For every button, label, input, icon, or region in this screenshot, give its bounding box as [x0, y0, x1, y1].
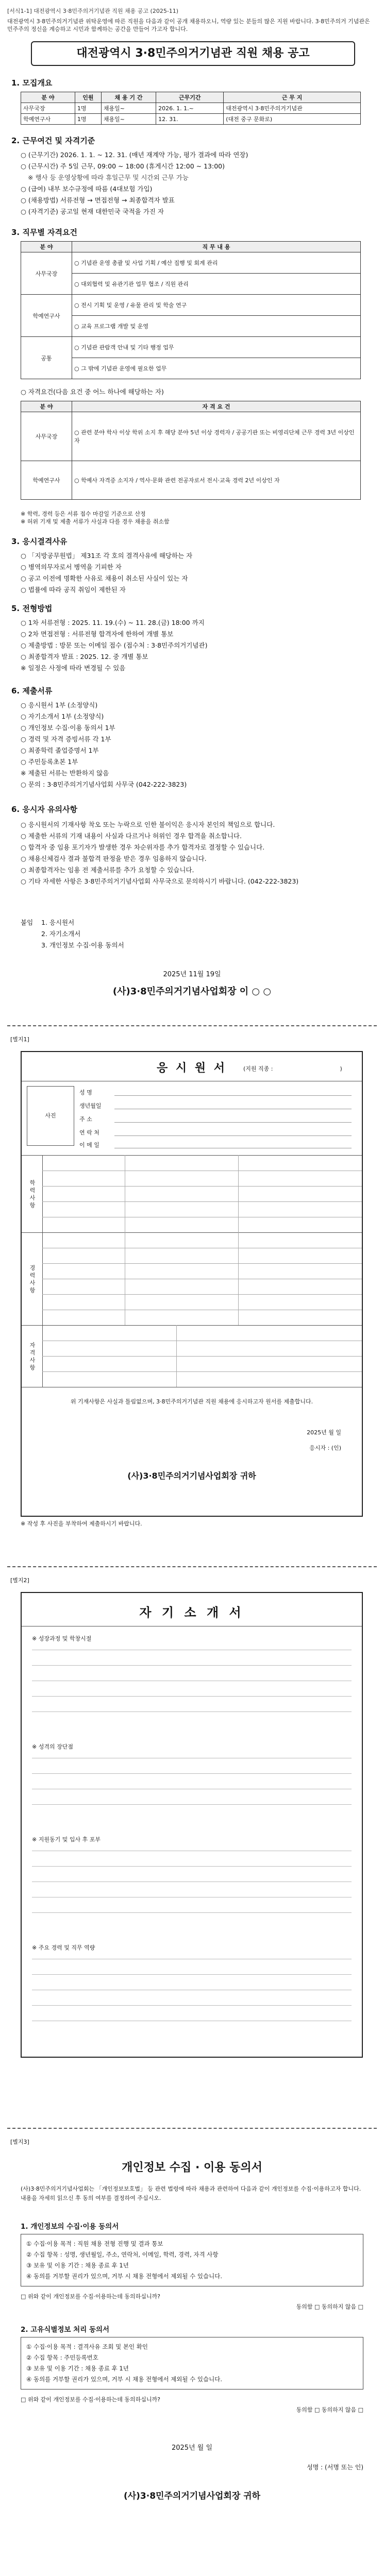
form3-s1-box [21, 2234, 363, 2286]
attachments: 붙임 1. 응시원서 2. 자기소개서 3. 개인정보 수집·이용 동의서 [21, 917, 371, 951]
form3-footer: (사)3·8민주의거기념사업회장 귀하 [123, 2491, 261, 2501]
form3-tag: [별지3] [10, 2139, 29, 2145]
cert-title: 자 격 사 항 [22, 1325, 43, 1387]
page-divider [7, 1566, 377, 1567]
list-item: ① 수집·이용 목적 : 직원 채용 전형 진행 및 결과 통보 [26, 2240, 163, 2247]
list-item: ○ (자격기준) 공고일 현재 대한민국 국적을 가진 자 [21, 208, 164, 215]
section-5-title: 5. 전형방법 [11, 604, 53, 613]
section-1-title: 1. 모집개요 [11, 78, 53, 88]
agree-question-2: □ 위와 같이 개인정보를 수집·이용하는데 동의하십니까? [21, 2396, 160, 2403]
form3-s2-title: 2. 고유식별정보 처리 동의서 [21, 2326, 110, 2334]
table-row: ○ 교육 프로그램 개발 및 운영 [21, 316, 361, 337]
list-item: ④ 동의를 거부할 권리가 있으며, 거부 시 채용 전형에서 제외될 수 있습니다. [26, 2376, 222, 2383]
form3-s2-box [21, 2337, 363, 2389]
list-item: ○ 문의 : 3·8민주의거기념사업회 사무국 (042-222-3823) [21, 781, 187, 788]
table-row: 사무국장 1명 채용일~ 2026. 1. 1.~ 대전광역시 3·8민주의거기념관 [21, 103, 361, 114]
list-item: ② 수집 항목 : 성명, 생년월일, 주소, 연락처, 이메일, 학력, 경력, 자격 사항 [26, 2251, 219, 2258]
form3-s1-title: 1. 개인정보의 수집·이용 동의서 [21, 2223, 119, 2231]
date-line: 2025년 11월 19일 [163, 971, 221, 978]
qual-title: ○ 자격요건(다음 요건 중 어느 하나에 해당하는 자) [21, 388, 164, 396]
form3-date: 2025년 월 일 [171, 2444, 213, 2452]
list-item: ○ 공고 이전에 명확한 사유로 채용이 취소된 사실이 있는 자 [21, 574, 188, 582]
recruit-table [21, 92, 361, 125]
address-field[interactable] [114, 1122, 352, 1123]
list-item: ○ 경력 및 자격 증빙서류 각 1부 [21, 735, 111, 743]
list-item: ○ 응시원서 1부 (소정양식) [21, 701, 98, 709]
form1-title: 응 시 원 서 [157, 1062, 227, 1075]
table-row: 학예연구사 1명 채용일~ 12. 31. (대전 중구 문화로) [21, 114, 361, 125]
list-item: ○ 자기소개서 1부 (소정양식) [21, 713, 104, 720]
page-divider [7, 1025, 377, 1026]
section-3-notes: ※ 학력, 경력 등은 서류 접수 마감일 기준으로 산정 ※ 허위 기재 및 제출 서류가 사실과 다를 경우 채용을 취소함 [21, 511, 170, 525]
form1-date: 2025년 월 일 [307, 1429, 341, 1436]
list-item: ○ (근무기간) 2026. 1. 1. ~ 12. 31. (매년 재계약 가능, 평가 결과에 따라 연장) [21, 151, 248, 159]
list-item: ○ 제출방법 : 방문 또는 이메일 접수 (접수처 : 3·8민주의거기념관) [21, 641, 208, 649]
list-item: ※ 제출된 서류는 반환하지 않음 [21, 769, 109, 777]
th-period: 채 용 기 간 [101, 92, 156, 103]
form1-declare: 위 기재사항은 사실과 틀림없으며, 3·8민주의거기념관 직원 채용에 응시하고자 원서를 제출합니다. [70, 1398, 313, 1405]
th-place: 근 무 지 [224, 92, 361, 103]
list-item: ○ 최종학력 졸업증명서 1부 [21, 747, 99, 754]
edu-title: 학 력 사 항 [22, 1155, 43, 1232]
section-7-title: 6. 응시자 유의사항 [11, 805, 78, 814]
table-row: 사무국장 ○ 관련 분야 학사 이상 학위 소지 후 해당 분야 5년 이상 경력자 / 공공기관 또는 비영리단체 근무 경력 3년 이상인 자 [21, 412, 361, 461]
form2-tag: [별지2] [10, 1577, 29, 1584]
table-row: 사무국장 ○ 기념관 운영 총괄 및 사업 기획 / 예산 집행 및 회계 관리 [21, 252, 361, 274]
list-item: ○ 병역의무자로서 병역을 기피한 자 [21, 563, 122, 571]
form1-tag: [별지1] [10, 1036, 29, 1043]
list-item: ② 수집 항목 : 주민등록번호 [26, 2354, 98, 2361]
list-item: ○ 「지방공무원법」 제31조 각 호의 결격사유에 해당하는 자 [21, 552, 193, 560]
list-item: ※ 행사 등 운영상황에 따라 휴일근무 및 시간외 근무 가능 [28, 174, 189, 181]
th-field: 분 야 [21, 92, 75, 103]
form1-footer: (사)3·8민주의거기념사업회장 귀하 [127, 1471, 256, 1481]
list-item: ○ 채용신체검사 결과 불합격 판정을 받은 경우 임용하지 않습니다. [21, 855, 207, 862]
qual-table: 분 야 자 격 요 건 사무국장 ○ 관련 분야 학사 이상 학위 소지 후 해당 분야 5년 이상 경력자 / 공공기관 또는 비영리단체 근무 경력 3년 이상인 자 학예연구사 ○ 학예사 자격증 소지자 / 역사·문화 관련 전공자로서 전시·교육 경력 2년 이상인 자 [21, 401, 361, 500]
notice-title: 대전광역시 3·8민주의거기념관 직원 채용 공고 [31, 41, 355, 66]
table-row: ○ 그 밖에 기념관 운영에 필요한 업무 [21, 358, 361, 379]
list-item: ○ 합격자 중 임용 포기자가 발생한 경우 차순위자를 추가 합격자로 결정할 수 있습니다. [21, 843, 265, 851]
form3-title: 개인정보 수집 · 이용 동의서 [122, 2161, 262, 2174]
table-row: 공통 ○ 기념관 관람객 안내 및 기타 행정 업무 [21, 337, 361, 358]
agree-checkboxes-2[interactable]: 동의함 □ 동의하지 않음 □ [296, 2406, 363, 2413]
section-5-body [21, 617, 371, 674]
list-item: ○ 주민등록초본 1부 [21, 758, 78, 766]
list-item: ③ 보유 및 이용 기간 : 채용 종료 후 1년 [26, 2365, 129, 2372]
list-item: ○ 기타 자세한 사항은 3·8민주의거기념사업회 사무국으로 문의하시기 바랍니다. (042-222-3823) [21, 877, 299, 885]
th-count: 인원 [75, 92, 101, 103]
field-label: (지원 직종 : ) [243, 1065, 342, 1072]
section-4-body [21, 550, 371, 596]
agree-checkboxes[interactable]: 동의함 □ 동의하지 않음 □ [296, 2303, 363, 2310]
duty-table: 분 야 직 무 내 용 사무국장 ○ 기념관 운영 총괄 및 사업 기획 / 예산 집행 및 회계 관리 ○ 대외협력 및 유관기관 업무 협조 / 직원 관리 학예연구사 ○ 전시 기획 및 운영 / 유물 관리 및 학술 연구 ○ 교육 프로그램 개발 및 운영 공통 ○ 기념관 관람객 안내 및 기타 행정 업무 ○ 그 밖에 기념관 운영에 필요한 업무 [21, 241, 361, 379]
form1-foot-note: ※ 작성 후 사진을 부착하여 제출하시기 바랍니다. [21, 1520, 142, 1527]
list-item: ○ 응시원서의 기재사항 착오 또는 누락으로 인한 불이익은 응시자 본인의 책임으로 합니다. [21, 821, 275, 828]
form3-sign[interactable]: 성명 : (서명 또는 인) [307, 2464, 363, 2471]
table-row: 학예연구사 ○ 전시 기획 및 운영 / 유물 관리 및 학술 연구 [21, 295, 361, 316]
form3-intro: (사)3·8민주의거기념사업회는 「개인정보보호법」 등 관련 법령에 따라 채용과 관련하여 다음과 같이 개인정보를 수집·이용하고자 합니다. 내용을 자세히 읽으신 후 동의 여부를 결정하여 주십시오. [21, 2185, 361, 2201]
label-name: 성 명 [79, 1089, 92, 1096]
section-6-title: 6. 제출서류 [11, 686, 53, 696]
list-item: 2. 자기소개서 [41, 930, 81, 938]
form2-title: 자 기 소 개 서 [139, 1605, 244, 1620]
list-item: 1. 응시원서 [41, 919, 75, 926]
section-6-body [21, 700, 371, 790]
intro-text: 대전광역시 3·8민주의거기념관 위탁운영에 따른 직원을 다음과 같이 공개 채용하오니, 역량 있는 분들의 많은 지원 바랍니다. 3·8민주의거 기념관은 민주주의 정신을 계승하고 시민과 함께하는 공간을 만들어 가고자 합니다. [7, 18, 370, 32]
list-item: ※ 일정은 사정에 따라 변경될 수 있음 [21, 664, 126, 672]
section-7-body [21, 819, 371, 887]
table-row: 학예연구사 ○ 학예사 자격증 소지자 / 역사·문화 관련 전공자로서 전시·교육 경력 2년 이상인 자 [21, 461, 361, 500]
label-phone: 연 락 처 [79, 1129, 99, 1136]
section-2-body [21, 149, 371, 217]
list-item: ④ 동의를 거부할 권리가 있으며, 거부 시 채용 전형에서 제외될 수 있습니다. [26, 2273, 222, 2280]
list-item: ③ 보유 및 이용 기간 : 채용 종료 후 1년 [26, 2262, 129, 2269]
photo-box[interactable]: 사진 [27, 1086, 74, 1146]
list-item: ○ (채용방법) 서류전형 → 면접전형 → 최종합격자 발표 [21, 196, 175, 204]
intro-q2: ※ 성격의 장단점 [32, 1743, 73, 1750]
intro-q1: ※ 성장과정 및 학창시절 [32, 1635, 92, 1642]
list-item: ○ 최종합격자는 임용 전 제출서류를 추가 요청할 수 있습니다. [21, 866, 194, 874]
label-address: 주 소 [79, 1116, 92, 1123]
intro-q4: ※ 주요 경력 및 직무 역량 [32, 1944, 95, 1951]
issuer: (사)3·8민주의거기념사업회장 이 ○ ○ [112, 986, 272, 997]
page-divider [7, 2128, 377, 2129]
list-item: 3. 개인정보 수집·이용 동의서 [41, 941, 124, 949]
table-row: ○ 대외협력 및 유관기관 업무 협조 / 직원 관리 [21, 274, 361, 295]
section-4-title: 3. 응시결격사유 [11, 537, 68, 546]
list-item: ○ 최종합격자 발표 : 2025. 12. 중 개별 통보 [21, 653, 148, 660]
section-3-title: 3. 직무별 자격요건 [11, 228, 78, 237]
career-title: 경 력 사 항 [22, 1232, 43, 1325]
label-email: 이 메 일 [79, 1142, 99, 1148]
list-item: ○ (급여) 내부 보수규정에 따름 (4대보험 가입) [21, 185, 153, 193]
self-intro-form [21, 1592, 363, 2058]
list-item: ○ 2차 면접전형 : 서류전형 합격자에 한하여 개별 통보 [21, 630, 174, 638]
form1-sign[interactable]: 응시자 : (인) [309, 1445, 341, 1451]
list-item: ○ 개인정보 수집·이용 동의서 1부 [21, 724, 115, 732]
application-form [21, 1051, 363, 1517]
list-item: ① 수집·이용 목적 : 결격사유 조회 및 본인 확인 [26, 2343, 148, 2350]
doc-code: [서식1-1] 대전광역시 3·8민주의거기념관 직원 채용 공고 (2025-11) [7, 8, 179, 14]
name-field[interactable] [114, 1095, 352, 1096]
list-item: ○ (근무시간) 주 5일 근무, 09:00 ~ 18:00 (휴게시간 12:00 ~ 13:00) [21, 162, 225, 170]
intro-q3: ※ 지원동기 및 입사 후 포부 [32, 1836, 101, 1843]
label-birth: 생년월일 [79, 1103, 102, 1109]
list-item: ○ 법률에 따라 공직 취임이 제한된 자 [21, 586, 126, 594]
agree-question: □ 위와 같이 개인정보를 수집·이용하는데 동의하십니까? [21, 2293, 160, 2300]
list-item: ○ 1차 서류전형 : 2025. 11. 19.(수) ~ 11. 28.(금) 18:00 까지 [21, 619, 205, 626]
th-work-period: 근무기간 [156, 92, 224, 103]
section-2-title: 2. 근무여건 및 자격기준 [11, 136, 95, 145]
list-item: ○ 제출한 서류의 기재 내용이 사실과 다르거나 허위인 경우 합격을 취소합니다. [21, 832, 242, 840]
